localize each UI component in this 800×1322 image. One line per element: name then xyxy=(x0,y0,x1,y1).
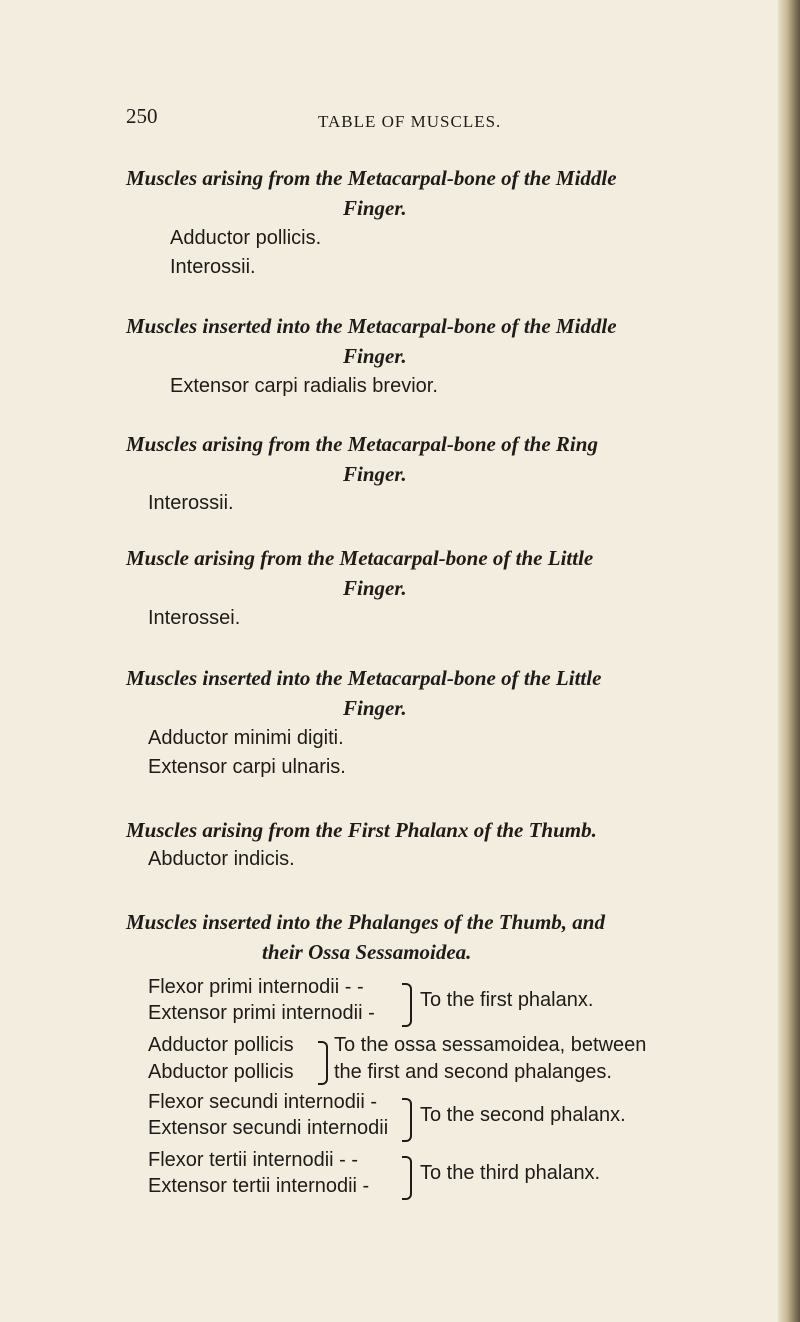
muscle-name: Extensor primi internodii - xyxy=(148,1002,375,1024)
list-item: Interossii. xyxy=(170,256,256,278)
insertion-target-cont: the first and second phalanges. xyxy=(334,1061,612,1083)
brace xyxy=(402,983,412,1027)
brace xyxy=(402,1156,412,1200)
insertion-target: To the ossa sessamoidea, between xyxy=(334,1034,647,1056)
section-heading-cont: their Ossa Sessamoidea. xyxy=(262,940,472,964)
list-item: Interossii. xyxy=(148,492,234,514)
section-heading-cont: Finger. xyxy=(343,344,407,368)
section-heading: Muscles inserted into the Metacarpal-bone of the Middle xyxy=(126,314,617,338)
brace xyxy=(318,1041,328,1085)
muscle-name: Extensor tertii internodii - xyxy=(148,1175,370,1197)
muscle-name: Abductor pollicis xyxy=(148,1061,294,1083)
page-number: 250 xyxy=(126,104,158,128)
list-item: Adductor minimi digiti. xyxy=(148,727,344,749)
insertion-target: To the first phalanx. xyxy=(420,989,594,1011)
muscle-name: Flexor secundi internodii - xyxy=(148,1091,377,1113)
muscle-name: Adductor pollicis xyxy=(148,1034,294,1056)
section-heading-cont: Finger. xyxy=(343,576,407,600)
list-item: Abductor indicis. xyxy=(148,848,295,870)
section-heading: Muscles inserted into the Phalanges of the Thumb, and xyxy=(126,910,605,934)
section-heading: Muscle arising from the Metacarpal-bone of the Little xyxy=(126,546,594,570)
insertion-target: To the second phalanx. xyxy=(420,1104,626,1126)
muscle-name: Flexor tertii internodii - - xyxy=(148,1149,359,1171)
section-heading: Muscles arising from the Metacarpal-bone of the Middle xyxy=(126,166,617,190)
page-edge-shadow xyxy=(778,0,800,1322)
list-item: Extensor carpi ulnaris. xyxy=(148,756,346,778)
section-heading-cont: Finger. xyxy=(343,696,407,720)
list-item: Adductor pollicis. xyxy=(170,227,322,249)
list-item: Extensor carpi radialis brevior. xyxy=(170,375,438,397)
insertion-target: To the third phalanx. xyxy=(420,1162,601,1184)
running-title: TABLE OF MUSCLES. xyxy=(318,112,502,131)
section-heading-cont: Finger. xyxy=(343,196,407,220)
section-heading: Muscles arising from the First Phalanx of the Thumb. xyxy=(126,818,597,842)
muscle-name: Extensor secundi internodii xyxy=(148,1117,389,1139)
muscle-name: Flexor primi internodii - - xyxy=(148,976,364,998)
brace xyxy=(402,1098,412,1142)
section-heading: Muscles inserted into the Metacarpal-bone of the Little xyxy=(126,666,602,690)
section-heading-cont: Finger. xyxy=(343,462,407,486)
list-item: Interossei. xyxy=(148,607,241,629)
section-heading: Muscles arising from the Metacarpal-bone of the Ring xyxy=(126,432,598,456)
